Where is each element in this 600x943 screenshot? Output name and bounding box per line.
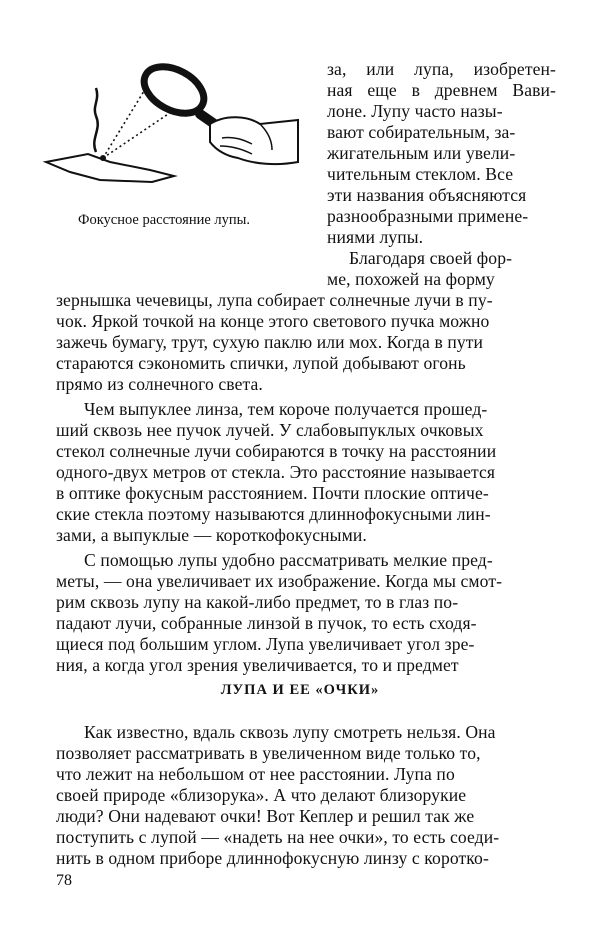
light-ray-lower xyxy=(103,106,180,158)
text-line: нить в одном приборе длиннофокусную линзу с коротко- xyxy=(56,848,489,868)
text-line: чок. Яркой точкой на конце этого светового пучка можно xyxy=(56,311,490,331)
text-line: позволяет рассматривать в увеличенном виде только то, xyxy=(56,743,481,763)
text-line: щиеся под большим углом. Лупа увеличивает угол зре- xyxy=(56,634,475,654)
text-line: меты, — она увеличивает их изображение. Когда мы смот- xyxy=(56,571,503,591)
text-line: стекол солнечные лучи собираются в точку на расстоянии xyxy=(56,441,497,461)
paper-sheet-shape xyxy=(46,154,174,182)
text-line: вают собирательным, за- xyxy=(327,122,516,142)
text-line: зернышка чечевицы, лупа собирает солнечные лучи в пу- xyxy=(56,290,493,310)
text-line: лоне. Лупу часто назы- xyxy=(327,101,503,121)
text-line: в оптике фокусным расстоянием. Почти плоские оптиче- xyxy=(56,483,489,503)
section-heading: ЛУПА И ЕЕ «ОЧКИ» xyxy=(220,682,380,698)
text-line: жигательным или увели- xyxy=(327,143,516,163)
text-line: ния, а когда угол зрения увеличивается, то и предмет xyxy=(56,655,459,675)
text-line: чительным стеклом. Все xyxy=(327,164,514,184)
text-line: Чем выпуклее линза, тем короче получается прошед- xyxy=(84,399,488,419)
text-line: разнообразными примене- xyxy=(327,206,529,226)
hand-shape xyxy=(210,117,298,164)
text-line: ниями лупы. xyxy=(327,227,424,247)
text-line: ная еще в древнем Вави- xyxy=(327,80,556,100)
page-number: 78 xyxy=(56,872,72,889)
text-line: стараются сэкономить спички, лупой добывают огонь xyxy=(56,353,466,373)
figure-caption: Фокусное расстояние лупы. xyxy=(78,212,251,228)
text-line: Благодаря своей фор- xyxy=(349,248,513,268)
text-line: зажечь бумагу, трут, сухую паклю или мох. Когда в пути xyxy=(56,332,484,352)
smoke-shape xyxy=(94,88,97,152)
text-line: ме, похожей на форму xyxy=(327,269,495,289)
text-line: люди? Они надевают очки! Вот Кеплер и решил так же xyxy=(56,806,475,826)
text-line: что лежит на небольшом от нее расстоянии. Лупа по xyxy=(56,764,455,784)
text-line: ший сквозь нее пучок лучей. У слабовыпуклых очковых xyxy=(56,420,484,440)
text-line: поступить с лупой — «надеть на нее очки», то есть соеди- xyxy=(56,827,500,847)
text-line: одного-двух метров от стекла. Это расстояние называется xyxy=(56,462,496,482)
text-line: С помощью лупы удобно рассматривать мелкие пред- xyxy=(84,550,493,570)
text-line: за, или лупа, изобретен- xyxy=(327,59,556,79)
text-line: ские стекла поэтому называются длиннофокусными лин- xyxy=(56,504,491,524)
text-line: падают лучи, собранные линзой в пучок, то есть сходя- xyxy=(56,613,477,633)
magnifier-illustration xyxy=(40,58,302,198)
text-line: рим сквозь лупу на какой-либо предмет, то в глаз по- xyxy=(56,592,459,612)
text-line: своей природе «близорука». А что делают близорукие xyxy=(56,785,467,805)
text-line: эти названия объясняются xyxy=(327,185,527,205)
text-line: прямо из солнечного света. xyxy=(56,374,263,394)
text-line: Как известно, вдаль сквозь лупу смотреть нельзя. Она xyxy=(84,722,496,742)
text-line: зами, а выпуклые — короткофокусными. xyxy=(56,525,367,545)
